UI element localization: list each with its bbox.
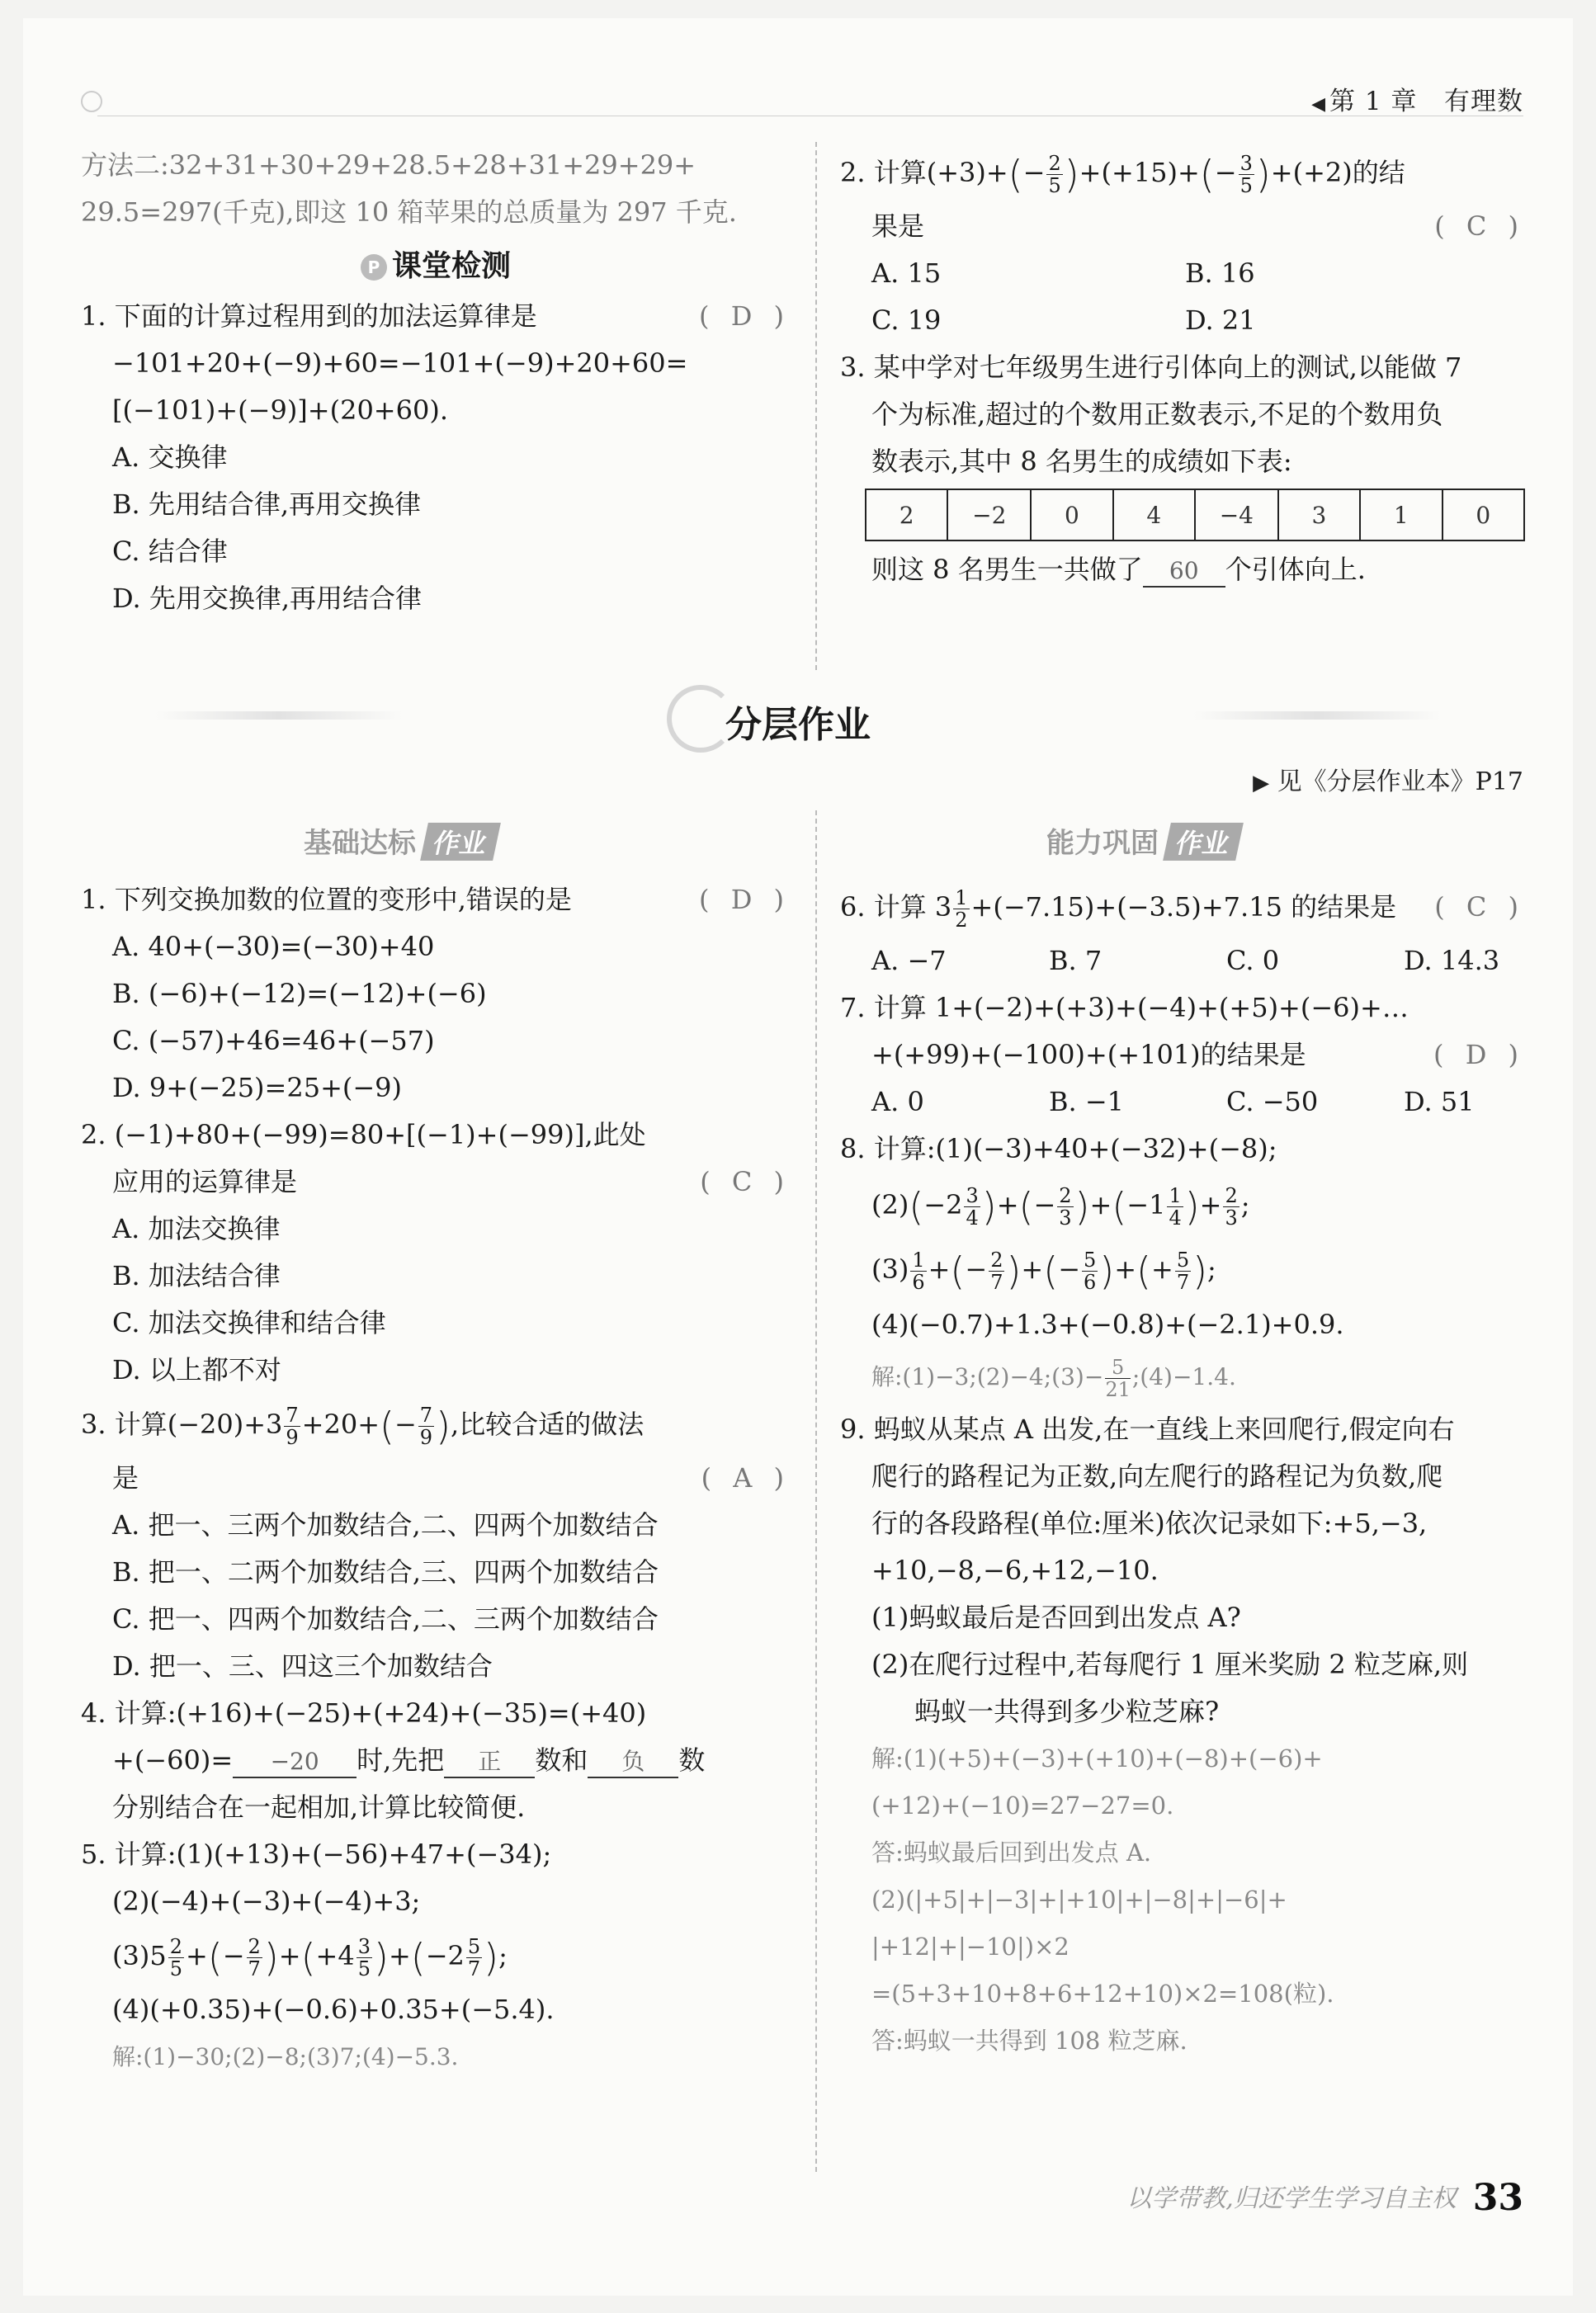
b-q5-f4-den: 7 — [467, 1957, 481, 1980]
a-q9-solution-line: |+12|+|−10|)×2 — [871, 1933, 1070, 1961]
q2-pre: 2. 计算(+3)+ — [840, 157, 1008, 188]
a-q8-f3-num: 1 — [1169, 1184, 1182, 1207]
q3-line2: 个为标准,超过的个数用正数表示,不足的个数用负 — [871, 399, 1443, 430]
a-q8-l2-a: −2 — [923, 1189, 963, 1220]
score-cell: 4 — [1113, 489, 1195, 540]
a-q8-g1-den: 6 — [912, 1271, 925, 1294]
b-q3-line2 — [81, 1455, 791, 1502]
paren-open: ( — [1018, 1184, 1034, 1230]
subhead-basic — [304, 820, 497, 861]
a-q8-line3: (3) $\frac{1}{6}$ +(− $\frac{2}{7}$ )+(− $\frac{5}{6}$ )+(+ $\frac{5}{7}$ ); — [871, 1249, 1216, 1294]
a-q6-fraction — [953, 887, 969, 931]
q3-table-wrap — [865, 489, 1525, 541]
subhead-ability-tag: 作业 — [1163, 823, 1244, 861]
b-q3-option-b: B. 把一、二两个加数结合,三、四两个加数结合 — [112, 1556, 659, 1588]
paren-close: ) — [436, 1404, 451, 1449]
b-q5-fraction-2 — [247, 1936, 262, 1980]
paren-open: ( — [410, 1935, 426, 1980]
q1-stem — [81, 293, 791, 340]
a-q8-f2-den: 3 — [1059, 1206, 1072, 1230]
a-q6-answer: ( C ) — [1434, 891, 1525, 923]
paren-close: ) — [1099, 1249, 1115, 1294]
workbook-reference-text: 见《分层作业本》P17 — [1277, 767, 1523, 796]
column-divider-top — [815, 142, 817, 670]
subhead-ability — [1046, 820, 1239, 861]
b-q5-f1-num: 2 — [169, 1935, 182, 1958]
section-badge-icon: P — [361, 254, 387, 281]
b-q5-l3-post: ; — [498, 1940, 508, 1971]
q1-line2: −101+20+(−9)+60=−101+(−9)+20+60= — [112, 347, 688, 379]
paren-close: ) — [1184, 1184, 1200, 1230]
a-q8-f1-den: 4 — [966, 1206, 979, 1230]
paren-close: ) — [263, 1935, 279, 1980]
b-q3-option-a: A. 把一、三两个加数结合,二、四两个加数结合 — [112, 1509, 659, 1541]
a-q8-g-fraction-3 — [1082, 1249, 1098, 1293]
a-q9-sub1: (1)蚂蚁最后是否回到出发点 A? — [871, 1602, 1241, 1633]
q2-frac2-num: 3 — [1239, 152, 1253, 175]
ability-column — [840, 876, 1525, 2065]
b-q5-l3-mid2: + — [278, 1940, 301, 1971]
a-q6-frac-den: 2 — [955, 909, 968, 932]
paren-open: ( — [1043, 1249, 1059, 1294]
page-number: 33 — [1472, 2177, 1523, 2219]
paren-open: ( — [1112, 1184, 1127, 1230]
q3-fill-line — [840, 546, 1525, 593]
q3-score-row — [866, 489, 1524, 540]
b-q3-frac2-den: 9 — [419, 1426, 433, 1449]
subhead-ability-title: 能力巩固 — [1046, 827, 1159, 860]
a-q9-sub2-cont: 蚂蚁一共得到多少粒芝麻? — [914, 1696, 1220, 1727]
top-left-column — [81, 142, 791, 622]
q1-line3: [(−101)+(−9)]+(20+60). — [112, 394, 448, 426]
q2-option-b: B. 16 — [1185, 257, 1255, 289]
a-q7-answer: ( D ) — [1433, 1039, 1525, 1070]
b-q3-answer: ( A ) — [701, 1462, 791, 1494]
score-cell: 0 — [1443, 489, 1524, 540]
a-q6-pre: 6. 计算 3 — [840, 891, 952, 923]
bulb-icon — [81, 91, 102, 112]
a-q7-option-d: D. 51 — [1404, 1086, 1475, 1117]
b-q3-post: ,比较合适的做法 — [451, 1409, 645, 1440]
q2-frac1-den: 5 — [1048, 174, 1061, 197]
basic-column — [81, 876, 791, 2080]
b-q3-fraction-2 — [418, 1404, 434, 1448]
q3-score-table — [865, 489, 1525, 541]
a-q8-g-fraction-1 — [910, 1249, 926, 1293]
a-q9-sub2: (2)在爬行过程中,若每爬行 1 厘米奖励 2 粒芝麻,则 — [871, 1649, 1469, 1680]
a-q8-f2-num: 2 — [1059, 1184, 1072, 1207]
column-divider-bottom — [815, 810, 817, 2172]
paren-open: ( — [950, 1249, 966, 1294]
paren-open: ( — [380, 1404, 394, 1449]
q1-option-a: A. 交换律 — [112, 441, 228, 473]
section-title-classroom-check — [81, 243, 791, 290]
b-q5-solution: 解:(1)−30;(2)−8;(3)7;(4)−5.3. — [112, 2043, 459, 2070]
a-q7-option-b: B. −1 — [1049, 1086, 1125, 1117]
paren-open: ( — [1008, 152, 1023, 197]
b-q5-f1-den: 5 — [169, 1957, 182, 1980]
subhead-basic-tag: 作业 — [420, 823, 501, 861]
a-q9-solution-line: 答:蚂蚁一共得到 108 粒芝麻. — [871, 2027, 1188, 2055]
b-q4-blank-3: 负 — [588, 1747, 678, 1778]
score-cell: −2 — [947, 489, 1031, 540]
b-q5-f3-den: 5 — [357, 1957, 371, 1980]
b-q3-frac1-den: 9 — [286, 1426, 299, 1449]
b-q3-option-d: D. 把一、三、四这三个加数结合 — [112, 1650, 493, 1682]
a-q9-solution-line: 解:(1)(+5)+(−3)+(+10)+(−8)+(−6)+ — [871, 1744, 1323, 1773]
subhead-basic-title: 基础达标 — [304, 827, 416, 860]
a-q8-l2-e: + — [1199, 1189, 1222, 1220]
b-q3-line1: 3. 计算(−20)+3 $\frac{7}{9}$ +20+(− $\frac{7}{9}$ ),比较合适的做法 — [81, 1404, 645, 1449]
q2-frac2-den: 5 — [1239, 174, 1253, 197]
a-q8-g-fraction-4 — [1175, 1249, 1191, 1293]
q1-option-c: C. 结合律 — [112, 536, 228, 567]
b-q5-fraction-4 — [466, 1936, 482, 1980]
paren-close: ) — [1074, 1184, 1090, 1230]
a-q6-option-d: D. 14.3 — [1404, 945, 1500, 976]
b-q3-option-c: C. 把一、四两个加数结合,二、三两个加数结合 — [112, 1603, 659, 1635]
b-q2-option-a: A. 加法交换律 — [112, 1213, 281, 1244]
b-q2-line1: 2. (−1)+80+(−99)=80+[(−1)+(−99)],此处 — [81, 1119, 646, 1150]
paren-close: ) — [1192, 1249, 1208, 1294]
a-q8-solution — [840, 1348, 1525, 1406]
b-q1-answer: ( D ) — [699, 884, 791, 915]
a-q8-g-fraction-2 — [989, 1249, 1004, 1293]
b-q2-line2-text: 应用的运算律是 — [112, 1166, 298, 1197]
section-title-text: 课堂检测 — [391, 249, 511, 283]
b-q4-line2 — [81, 1737, 791, 1784]
a-q6-option-a: A. −7 — [871, 945, 947, 976]
b-q1-option-c: C. (−57)+46=46+(−57) — [112, 1025, 435, 1056]
b-q3-fraction-1 — [284, 1404, 300, 1448]
b-q2-answer: ( C ) — [700, 1166, 791, 1197]
a-q9-solution-line: (+12)+(−10)=27−27=0. — [871, 1791, 1174, 1820]
paren-close: ) — [484, 1935, 499, 1980]
score-cell: 3 — [1278, 489, 1360, 540]
paren-open: ( — [207, 1935, 223, 1980]
a-q8-sol-den: 21 — [1105, 1378, 1131, 1401]
a-q9-solution-line: 答:蚂蚁最后回到出发点 A. — [871, 1839, 1152, 1867]
paren-close: ) — [374, 1935, 389, 1980]
chapter-label — [1311, 80, 1523, 117]
q2-option-c: C. 19 — [871, 304, 942, 336]
q2-mid: +(+15)+ — [1079, 157, 1200, 188]
q2-option-d: D. 21 — [1185, 304, 1256, 336]
a-q7-option-a: A. 0 — [871, 1086, 924, 1117]
a-q8-l3-c: + — [1114, 1253, 1137, 1285]
q2-post: +(+2)的结 — [1270, 157, 1405, 188]
a-q8-f4-num: 2 — [1225, 1184, 1238, 1207]
a-q8-g3-den: 6 — [1084, 1271, 1097, 1294]
a-q8-g1-num: 1 — [912, 1249, 925, 1272]
q1-answer: ( D ) — [699, 300, 791, 332]
a-q6-frac-num: 1 — [955, 886, 968, 909]
a-q8-sol-fraction — [1105, 1357, 1131, 1400]
textbook-page — [23, 18, 1573, 2296]
a-q6-options — [840, 937, 1525, 984]
q2-line1: 2. 计算(+3)+(− $\frac{2}{5}$ )+(+15)+(− $\frac{3}{5}$ )+(+2)的结 — [840, 152, 1405, 197]
b-q3-mid: +20+ — [301, 1409, 380, 1440]
q2-options-row1 — [840, 250, 1525, 297]
a-q9-solution-line: (2)(|+5|+|−3|+|+10|+|−8|+|−6|+ — [871, 1886, 1287, 1914]
a-q6-option-c: C. 0 — [1226, 945, 1280, 976]
top-right-column — [840, 142, 1525, 593]
b-q4-line3: 分别结合在一起相加,计算比较简便. — [112, 1791, 526, 1823]
a-q8-sol-post: ;(4)−1.4. — [1131, 1363, 1236, 1390]
b-q4-l2-mid2: 数和 — [535, 1744, 588, 1776]
q2-options-row2 — [840, 297, 1525, 344]
paren-close: ) — [1064, 152, 1079, 197]
a-q8-g2-den: 7 — [990, 1271, 1003, 1294]
paren-close: ) — [1006, 1249, 1022, 1294]
chapter-number: 第 1 章 — [1329, 87, 1418, 116]
b-q5-line3: (3)5 $\frac{2}{5}$ +(− $\frac{2}{7}$ )+(+4 $\frac{3}{5}$ )+(−2 $\frac{5}{7}$ ); — [112, 1935, 508, 1980]
paren-open: ( — [300, 1935, 316, 1980]
a-q8-f3-den: 4 — [1169, 1206, 1182, 1230]
b-q5-f2-num: 2 — [248, 1935, 261, 1958]
b-q5-line2: (2)(−4)+(−3)+(−4)+3; — [112, 1886, 421, 1917]
q1-option-d: D. 先用交换律,再用结合律 — [112, 583, 423, 614]
b-q5-f3-num: 3 — [357, 1935, 371, 1958]
a-q8-f4-den: 3 — [1225, 1206, 1238, 1230]
a-q8-g3-num: 5 — [1084, 1249, 1097, 1272]
a-q8-f1-num: 3 — [966, 1184, 979, 1207]
a-q8-l3-pre: (3) — [871, 1253, 909, 1285]
b-q5-l3-mid5: −2 — [425, 1940, 465, 1971]
triangle-right-icon: ▶ — [1253, 771, 1270, 795]
a-q8-l3-b: + — [1021, 1253, 1044, 1285]
a-q9-solution-line: =(5+3+10+8+6+12+10)×2=108(粒). — [871, 1980, 1334, 2008]
a-q7-options — [840, 1079, 1525, 1126]
a-q7-line1: 7. 计算 1+(−2)+(+3)+(−4)+(+5)+(−6)+… — [840, 992, 1409, 1023]
a-q8-l2-pre: (2) — [871, 1189, 909, 1220]
a-q6-post: +(−7.15)+(−3.5)+7.15 的结果是 — [970, 891, 1397, 923]
score-cell: 1 — [1360, 489, 1442, 540]
a-q9-line: 爬行的路程记为正数,向左爬行的路程记为负数,爬 — [871, 1461, 1443, 1492]
a-q6-line1 — [840, 876, 1525, 937]
q1-option-b: B. 先用结合律,再用交换律 — [112, 489, 422, 520]
b-q5-l3-pre: (3)5 — [112, 1940, 167, 1971]
q2-fraction-1 — [1046, 153, 1062, 196]
a-q8-l2-c: + — [1089, 1189, 1112, 1220]
footer-slogan: 以学带教,归还学生学习自主权 — [1126, 2184, 1457, 2213]
a-q8-l2-b: + — [996, 1189, 1019, 1220]
a-q7-line2-text: +(+99)+(−100)+(+101)的结果是 — [871, 1039, 1306, 1070]
b-q3-line2-text: 是 — [112, 1462, 139, 1494]
a-q8-l3-post: ; — [1207, 1253, 1216, 1285]
a-q9-line: 行的各段路程(单位:厘米)依次记录如下:+5,−3, — [871, 1508, 1428, 1539]
a-q8-l2-post: ; — [1240, 1189, 1250, 1220]
b-q5-l3-mid3: +4 — [315, 1940, 355, 1971]
a-q9-line: 9. 蚂蚁从某点 A 出发,在一直线上来回爬行,假定向右 — [840, 1414, 1455, 1445]
q2-line2 — [840, 203, 1525, 250]
a-q8-fraction-2 — [1057, 1185, 1073, 1229]
q3-fill-post: 个引体向上. — [1225, 554, 1366, 585]
score-cell: 2 — [866, 489, 947, 540]
b-q4-line1: 4. 计算:(+16)+(−25)+(+24)+(−35)=(+40) — [81, 1697, 647, 1729]
b-q1-option-b: B. (−6)+(−12)=(−12)+(−6) — [112, 978, 487, 1009]
b-q4-l2-pre: +(−60)= — [112, 1744, 234, 1776]
b-q2-line2 — [81, 1159, 791, 1206]
b-q5-fraction-3 — [357, 1936, 372, 1980]
paren-close: ) — [981, 1184, 997, 1230]
paren-open: ( — [909, 1184, 924, 1230]
a-q8-g2-num: 2 — [990, 1249, 1003, 1272]
b-q4-l2-post: 数 — [678, 1744, 706, 1776]
layer-section-title: 分层作业 — [725, 704, 871, 746]
b-q4-blank-1: −20 — [233, 1747, 357, 1778]
a-q8-sol-pre: 解:(1)−3;(2)−4;(3)− — [871, 1363, 1104, 1390]
b-q5-f4-num: 5 — [467, 1935, 481, 1958]
b-q2-option-b: B. 加法结合律 — [112, 1260, 281, 1291]
q2-frac1-num: 2 — [1048, 152, 1061, 175]
triangle-left-icon: ◀ — [1311, 94, 1326, 115]
score-cell: −4 — [1195, 489, 1278, 540]
a-q8-g4-num: 5 — [1176, 1249, 1190, 1272]
b-q5-l3-mid1: + — [185, 1940, 208, 1971]
b-q3-frac2-num: 7 — [419, 1404, 433, 1427]
b-q5-f2-den: 7 — [248, 1957, 261, 1980]
a-q6-option-b: B. 7 — [1049, 945, 1103, 976]
q3-line3: 数表示,其中 8 名男生的成绩如下表: — [871, 446, 1292, 477]
b-q2-option-d: D. 以上都不对 — [112, 1354, 281, 1385]
q3-blank: 60 — [1143, 556, 1225, 588]
q3-line1: 3. 某中学对七年级男生进行引体向上的测试,以能做 7 — [840, 352, 1462, 383]
a-q8-line2: (2)(−2 $\frac{3}{4}$ )+(− $\frac{2}{3}$ )+(−1 $\frac{1}{4}$ )+ $\frac{2}{3}$ ; — [871, 1184, 1250, 1230]
b-q5-fraction-1 — [168, 1936, 184, 1980]
paren-close: ) — [1255, 152, 1271, 197]
b-q4-l2-mid1: 时,先把 — [357, 1744, 445, 1776]
q3-fill-pre: 则这 8 名男生一共做了 — [871, 554, 1143, 585]
score-cell: 0 — [1031, 489, 1112, 540]
b-q5-line4: (4)(+0.35)+(−0.6)+0.35+(−5.4). — [112, 1994, 555, 2025]
b-q3-frac1-num: 7 — [286, 1404, 299, 1427]
a-q8-sol-num: 5 — [1105, 1357, 1131, 1379]
b-q1-stem — [81, 876, 791, 923]
q2-option-a: A. 15 — [871, 257, 942, 289]
b-q2-option-c: C. 加法交换律和结合律 — [112, 1307, 386, 1338]
q1-stem-text: 1. 下面的计算过程用到的加法运算律是 — [81, 300, 537, 332]
method2-line2: 29.5=297(千克),即这 10 箱苹果的总质量为 297 千克. — [81, 196, 737, 228]
a-q8-l3-a: + — [928, 1253, 951, 1285]
b-q1-option-a: A. 40+(−30)=(−30)+40 — [112, 931, 435, 962]
paren-open: ( — [1136, 1249, 1151, 1294]
b-q5-l3-mid4: + — [388, 1940, 411, 1971]
a-q8-line1: 8. 计算:(1)(−3)+40+(−32)+(−8); — [840, 1133, 1277, 1164]
a-q8-g4-den: 7 — [1176, 1271, 1190, 1294]
b-q1-stem-text: 1. 下列交换加数的位置的变形中,错误的是 — [81, 884, 572, 915]
chapter-title: 有理数 — [1444, 87, 1523, 116]
b-q5-line1: 5. 计算:(1)(+13)+(−56)+47+(−34); — [81, 1839, 552, 1870]
b-q4-blank-2: 正 — [444, 1747, 535, 1778]
q2-line2-text: 果是 — [871, 210, 925, 242]
page-footer — [1126, 2177, 1523, 2219]
q2-answer: ( C ) — [1434, 210, 1525, 242]
page-header — [23, 18, 1573, 117]
a-q8-fraction-1 — [964, 1185, 980, 1229]
a-q8-fraction-4 — [1223, 1185, 1239, 1229]
a-q9-line: +10,−8,−6,+12,−10. — [871, 1555, 1159, 1586]
workbook-reference — [1253, 761, 1523, 797]
b-q1-option-d: D. 9+(−25)=25+(−9) — [112, 1072, 403, 1103]
q2-fraction-2 — [1239, 153, 1254, 196]
a-q7-option-c: C. −50 — [1226, 1086, 1319, 1117]
a-q8-fraction-3 — [1167, 1185, 1183, 1229]
a-q8-line4: (4)(−0.7)+1.3+(−0.8)+(−2.1)+0.9. — [871, 1309, 1344, 1340]
a-q7-line2 — [840, 1031, 1525, 1079]
a-q8-l2-d: −1 — [1126, 1189, 1166, 1220]
b-q3-pre: 3. 计算(−20)+3 — [81, 1409, 283, 1440]
paren-open: ( — [1199, 152, 1215, 197]
method2-line1: 方法二:32+31+30+29+28.5+28+31+29+29+ — [81, 149, 696, 181]
